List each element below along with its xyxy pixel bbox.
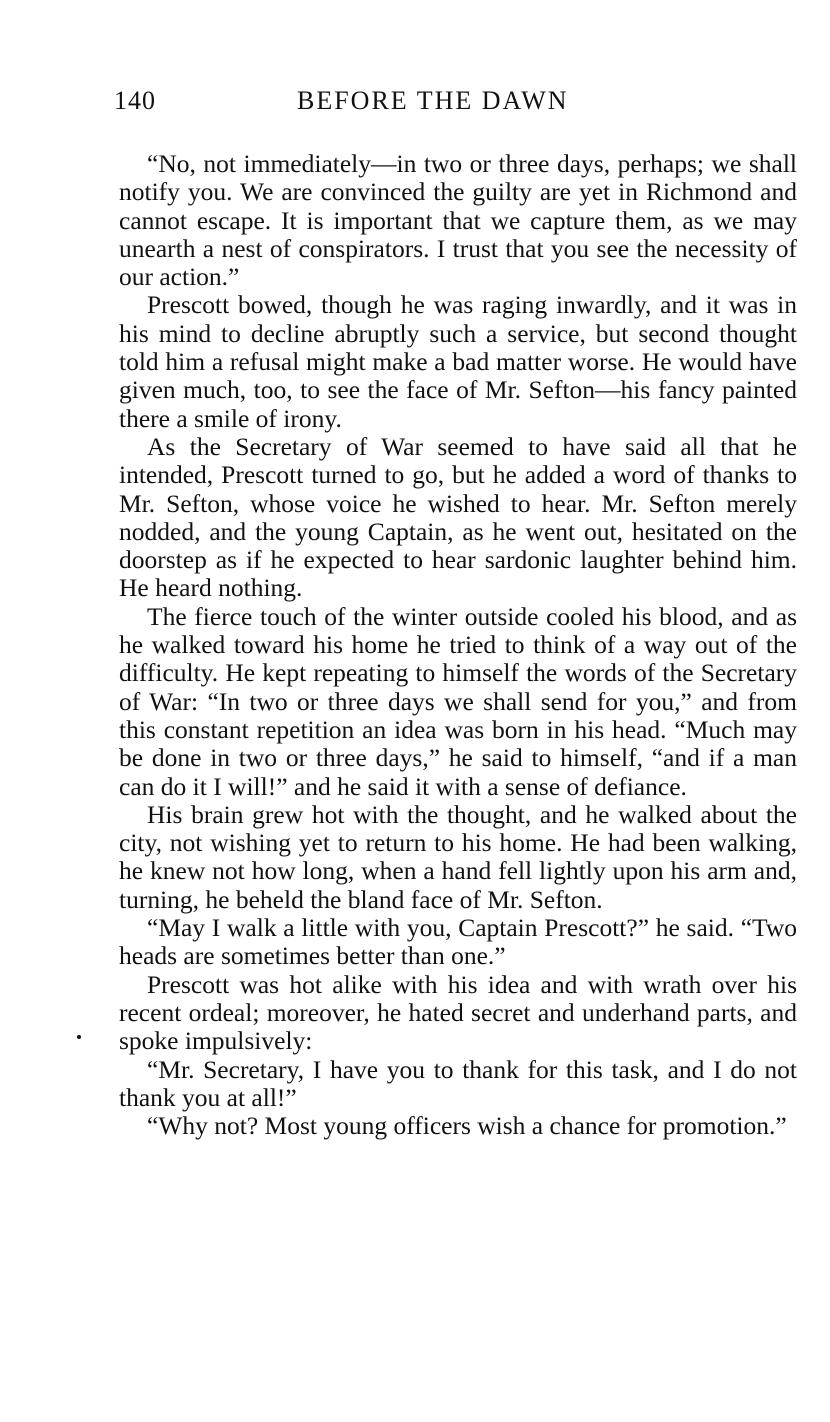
paragraph: As the Secretary of War seemed to have said all that he intended, Prescott turned to go, but he added a word of thanks to Mr. Sefton, whose voice he wished to hear. Mr. Sefton merely nodded, and the young Captain, as he went out, hesitated on the doorstep as if he expected to hear sardonic laughter behind him. He heard nothing. <box>119 431 797 603</box>
paragraph: Prescott bowed, though he was raging inwardly, and it was in his mind to decline abruptly such a service, but second thought told him a refusal might make a bad matter worse. He would have given much, too, to see the face of Mr. Sefton—his fancy painted there a smile of irony. <box>119 290 797 433</box>
paragraph: “Mr. Secretary, I have you to thank for this task, and I do not thank you at all!” <box>119 1054 797 1112</box>
page-number: 140 <box>114 86 156 115</box>
paragraph: Prescott was hot alike with his idea and with wrath over his recent ordeal; moreover, he hated secret and underhand parts, and spoke impulsively: <box>119 969 797 1056</box>
body-text <box>119 150 797 1140</box>
margin-dot <box>77 1035 81 1039</box>
paragraph: “No, not immediately—in two or three days, perhaps; we shall notify you. We are convinced the guilty are yet in Richmond and cannot escape. It is important that we capture them, as we may unearth a nest of conspirators. I trust that you see the necessity of our action.” <box>119 149 797 292</box>
paragraph: “May I walk a little with you, Captain Prescott?” he said. “Two heads are sometimes better than one.” <box>119 913 797 971</box>
running-title: BEFORE THE DAWN <box>297 86 569 115</box>
paragraph: “Why not? Most young officers wish a chance for promotion.” <box>147 1111 787 1141</box>
paragraph: The fierce touch of the winter outside cooled his blood, and as he walked toward his home he tried to think of a way out of the difficulty. He kept repeating to himself the words of the Secretary of War: “In two or three days we shall send for you,” and from this constant repetition an idea was born in his head. “Much may be done in two or three days,” he said to himself, “and if a man can do it I will!” and he said it with a sense of defiance. <box>119 601 797 801</box>
paragraph: His brain grew hot with the thought, and he walked about the city, not wishing yet to return to his home. He had been walking, he knew not how long, when a hand fell lightly upon his arm and, turning, he beheld the bland face of Mr. Sefton. <box>119 799 797 914</box>
